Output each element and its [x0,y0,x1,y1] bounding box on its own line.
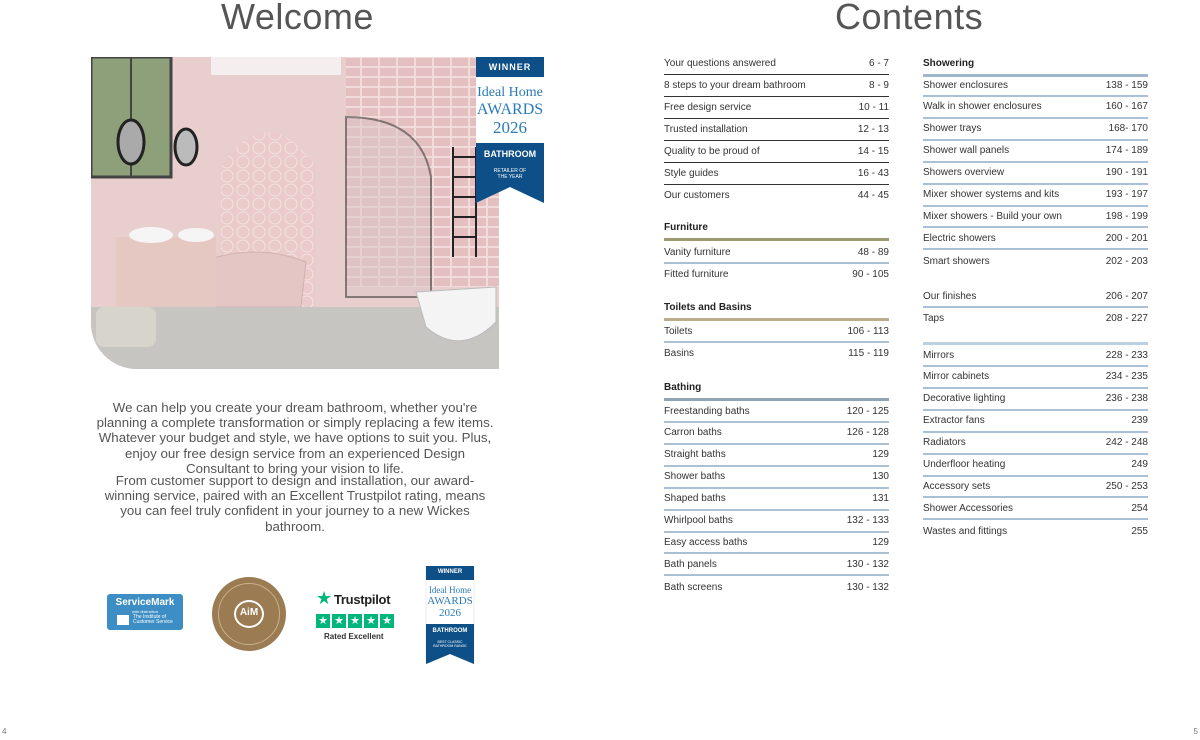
toc-entry-pages: 16 - 43 [857,167,889,179]
toc-entry-pages: 249 [1131,459,1148,470]
toc-entry-label: Extractor fans [923,415,985,427]
toc-entry-pages: 236 - 238 [1105,393,1148,405]
servicemark-org: The Institute of Customer Service [133,614,173,625]
toc-entry-pages: 200 - 201 [1105,232,1148,244]
toc-entry-label: Radiators [923,437,966,449]
toc-entry-pages: 193 - 197 [1105,189,1148,200]
toc-entry-label: Free design service [664,101,752,113]
toc-section-heading: Bathing [664,382,702,393]
trustpilot-logo [316,589,394,644]
toc-entry-label: Vanity furniture [664,246,731,258]
toc-entry[interactable] [923,389,1148,411]
servicemark-logo [107,594,183,630]
toc-entry[interactable] [664,163,889,185]
toc-entry-pages: 202 - 203 [1105,255,1148,267]
star-icon: ★ [380,614,394,628]
toc-entry-label: Taps [923,313,945,325]
badge-category: BATHROOM [483,149,537,159]
toc-entry-label: Bath screens [664,581,723,593]
toc-entry-pages: 130 - 132 [846,558,889,570]
badge-year: 2026 [493,118,527,137]
small-badge-year: 2026 [439,607,461,619]
toc-entry-label: Smart showers [923,255,990,267]
toc-entry[interactable] [923,286,1148,308]
toc-entry-pages: 208 - 227 [1105,313,1148,325]
toc-entry-pages: 255 [1131,525,1148,537]
servicemark-title: ServiceMark [115,597,175,608]
toc-entry[interactable] [923,163,1148,185]
ideal-home-award-badge [476,57,544,203]
toc-entry[interactable] [923,206,1148,228]
toc-entry-pages: 132 - 133 [846,515,889,526]
aim-logo [212,577,286,651]
badge-subtitle: RETAILER OF THE YEAR [493,168,527,180]
toc-entry-label: Mirrors [923,349,955,361]
toc-entry-pages: 234 - 235 [1105,371,1148,383]
toc-entry[interactable] [664,264,889,286]
toc-entry[interactable] [923,119,1148,141]
toc-entry-label: Mixer showers - Build your own [923,210,1062,222]
toc-entry[interactable] [664,445,889,467]
small-badge-brand2: AWARDS [427,595,473,607]
toc-entry-pages: 120 - 125 [846,405,889,417]
toc-entry-pages: 174 - 189 [1105,145,1148,157]
toc-entry-pages: 138 - 159 [1105,79,1148,91]
toc-entry-label: Trusted installation [664,123,748,135]
toc-entry-pages: 115 - 119 [848,348,889,360]
toc-entry[interactable] [923,411,1148,433]
toc-entry-label: Showers overview [923,167,1005,179]
toc-entry[interactable] [923,345,1148,367]
toc-entry[interactable] [923,455,1148,477]
toc-entry-label: Fitted furniture [664,269,729,281]
toc-entry-label: Quality to be proud of [664,145,760,157]
toc-entry-label: 8 steps to your dream bathroom [664,79,806,91]
toc-entry-label: Decorative lighting [923,393,1006,405]
toc-entry[interactable] [664,489,889,511]
page-number-left: 4 [2,727,7,736]
toc-entry-label: Bath panels [664,558,717,570]
star-icon: ★ [332,614,346,628]
toc-entry-label: Shower trays [923,123,982,135]
toc-entry-label: Shower Accessories [923,502,1014,514]
toc-entry[interactable] [923,308,1148,330]
toc-entry-label: Shower baths [664,471,726,483]
toc-entry-pages: 228 - 233 [1105,349,1148,361]
toc-entry-label: Our finishes [923,290,977,302]
trustpilot-stars [316,614,394,628]
toc-entry-label: Straight baths [664,449,726,461]
toc-entry-pages: 250 - 253 [1105,480,1148,492]
toc-section-heading: Showering [923,58,975,69]
toc-entry-label: Wastes and fittings [923,525,1008,537]
toc-entry-label: Whirlpool baths [664,515,733,526]
toc-entry-label: Style guides [664,167,719,179]
toc-entry-pages: 44 - 45 [857,189,889,201]
toc-entry-label: Your questions answered [664,58,776,69]
intro-paragraph-2: From customer support to design and installation, our award-winning service, paired with an Excellent Trustpilot rating, means you can feel truly confident in your journey to a new Wickes bathroom. [104,473,486,534]
contents-title: Contents [835,0,984,37]
trustpilot-star-icon: ★ [316,588,333,608]
toc-entry-pages: 48 - 89 [857,246,889,258]
toc-entry-label: Accessory sets [923,480,991,492]
toc-entry-label: Walk in shower enclosures [923,101,1042,113]
intro-paragraph-1: We can help you create your dream bathroom, whether you're planning a complete transformation or simply replacing a few items. Whatever your budget and style, we have options to suit you. Plus, enjoy our free design service from an experienced Design Consultant to bring your vision to life. [96,400,494,476]
toc-entry-label: Our customers [664,189,730,201]
toc-entry[interactable] [923,476,1148,498]
toc-entry-pages: 242 - 248 [1105,437,1148,449]
section-divider [664,238,889,241]
trustpilot-rating: Rated Excellent [324,632,384,641]
toc-entry-pages: 130 - 132 [846,581,889,593]
toc-entry-pages: 190 - 191 [1105,167,1148,179]
toc-entry[interactable] [923,250,1148,272]
toc-entry-pages: 126 - 128 [846,427,889,439]
toc-section-heading: Toilets and Basins [664,302,752,313]
toc-entry-label: Underfloor heating [923,459,1006,470]
ideal-home-award-small [418,566,482,664]
toc-entry[interactable] [664,242,889,264]
toc-entry-label: Basins [664,348,695,360]
small-badge-winner: WINNER [437,569,463,575]
aim-text: AiM [239,607,259,618]
toc-entry-label: Shaped baths [664,493,726,505]
toc-entry-label: Shower enclosures [923,79,1009,91]
page-number-right: 5 [1193,727,1198,736]
toc-entry[interactable] [923,367,1148,389]
toc-entry[interactable] [664,53,889,75]
toc-entry-label: Mirror cabinets [923,371,990,383]
toc-entry-label: Mixer shower systems and kits [923,189,1060,200]
toc-section-heading: Furniture [664,222,708,233]
servicemark-tag: with distinction [131,609,158,614]
toc-entry-pages: 90 - 105 [852,269,889,281]
toc-entry[interactable] [923,141,1148,163]
toc-entry-label: Electric showers [923,232,996,244]
toc-entry[interactable] [664,576,889,598]
toc-entry-pages: 129 [872,449,889,461]
toc-entry[interactable] [923,75,1148,97]
toc-entry[interactable] [664,467,889,489]
small-badge-brand1: Ideal Home [428,585,472,595]
toc-entry-pages: 6 - 7 [868,58,889,69]
servicemark-emblem-icon [117,615,129,625]
star-icon: ★ [364,614,378,628]
toc-entry[interactable] [664,423,889,445]
toc-entry[interactable] [664,97,889,119]
badge-brand-line1: Ideal Home [477,85,543,100]
toc-entry-pages: 168- 170 [1108,123,1148,135]
toc-entry-pages: 130 [872,471,889,483]
toc-entry[interactable] [664,554,889,576]
toc-entry-pages: 254 [1131,502,1148,514]
toc-entry-pages: 198 - 199 [1105,210,1148,222]
toc-entry-pages: 14 - 15 [857,145,889,157]
toc-entry-label: Freestanding baths [664,405,750,417]
toc-entry[interactable] [664,184,889,206]
toc-entry[interactable] [664,141,889,163]
toc-entry-pages: 206 - 207 [1105,290,1148,302]
toc-entry[interactable] [923,97,1148,119]
toc-entry-pages: 160 - 167 [1105,101,1148,113]
toc-entry-label: Carron baths [664,427,722,439]
toc-entry[interactable] [923,498,1148,520]
toc-entry[interactable] [664,532,889,554]
trustpilot-name: Trustpilot [334,592,391,607]
toc-entry[interactable] [923,520,1148,542]
toc-entry-label: Toilets [664,325,693,337]
toc-entry[interactable] [923,433,1148,455]
toc-entry[interactable] [923,228,1148,250]
small-badge-subtitle: BEST CLASSIC BATHROOM RANGE [433,640,467,648]
toc-entry-pages: 106 - 113 [847,325,889,337]
toc-entry-pages: 12 - 13 [857,123,889,135]
toc-entry[interactable] [664,401,889,423]
welcome-title: Welcome [221,0,374,37]
toc-entry-pages: 10 - 11 [858,101,889,113]
toc-entry-pages: 129 [872,536,889,548]
toc-entry-pages: 131 [872,493,889,505]
toc-entry[interactable] [664,75,889,97]
toc-entry[interactable] [923,185,1148,207]
badge-winner-text: WINNER [488,62,532,72]
toc-entry-label: Shower wall panels [923,145,1010,157]
bathroom-photo [91,57,499,369]
toc-entry-pages: 239 [1131,415,1148,427]
toc-entry-pages: 8 - 9 [868,79,889,91]
toc-entry[interactable] [664,119,889,141]
toc-entry[interactable] [664,343,889,365]
toc-entry-label: Easy access baths [664,536,748,548]
star-icon: ★ [316,614,330,628]
toc-entry[interactable] [664,511,889,533]
toc-entry[interactable] [664,321,889,343]
badge-brand-line2: AWARDS [476,101,544,118]
star-icon: ★ [348,614,362,628]
small-badge-category: BATHROOM [432,628,468,634]
